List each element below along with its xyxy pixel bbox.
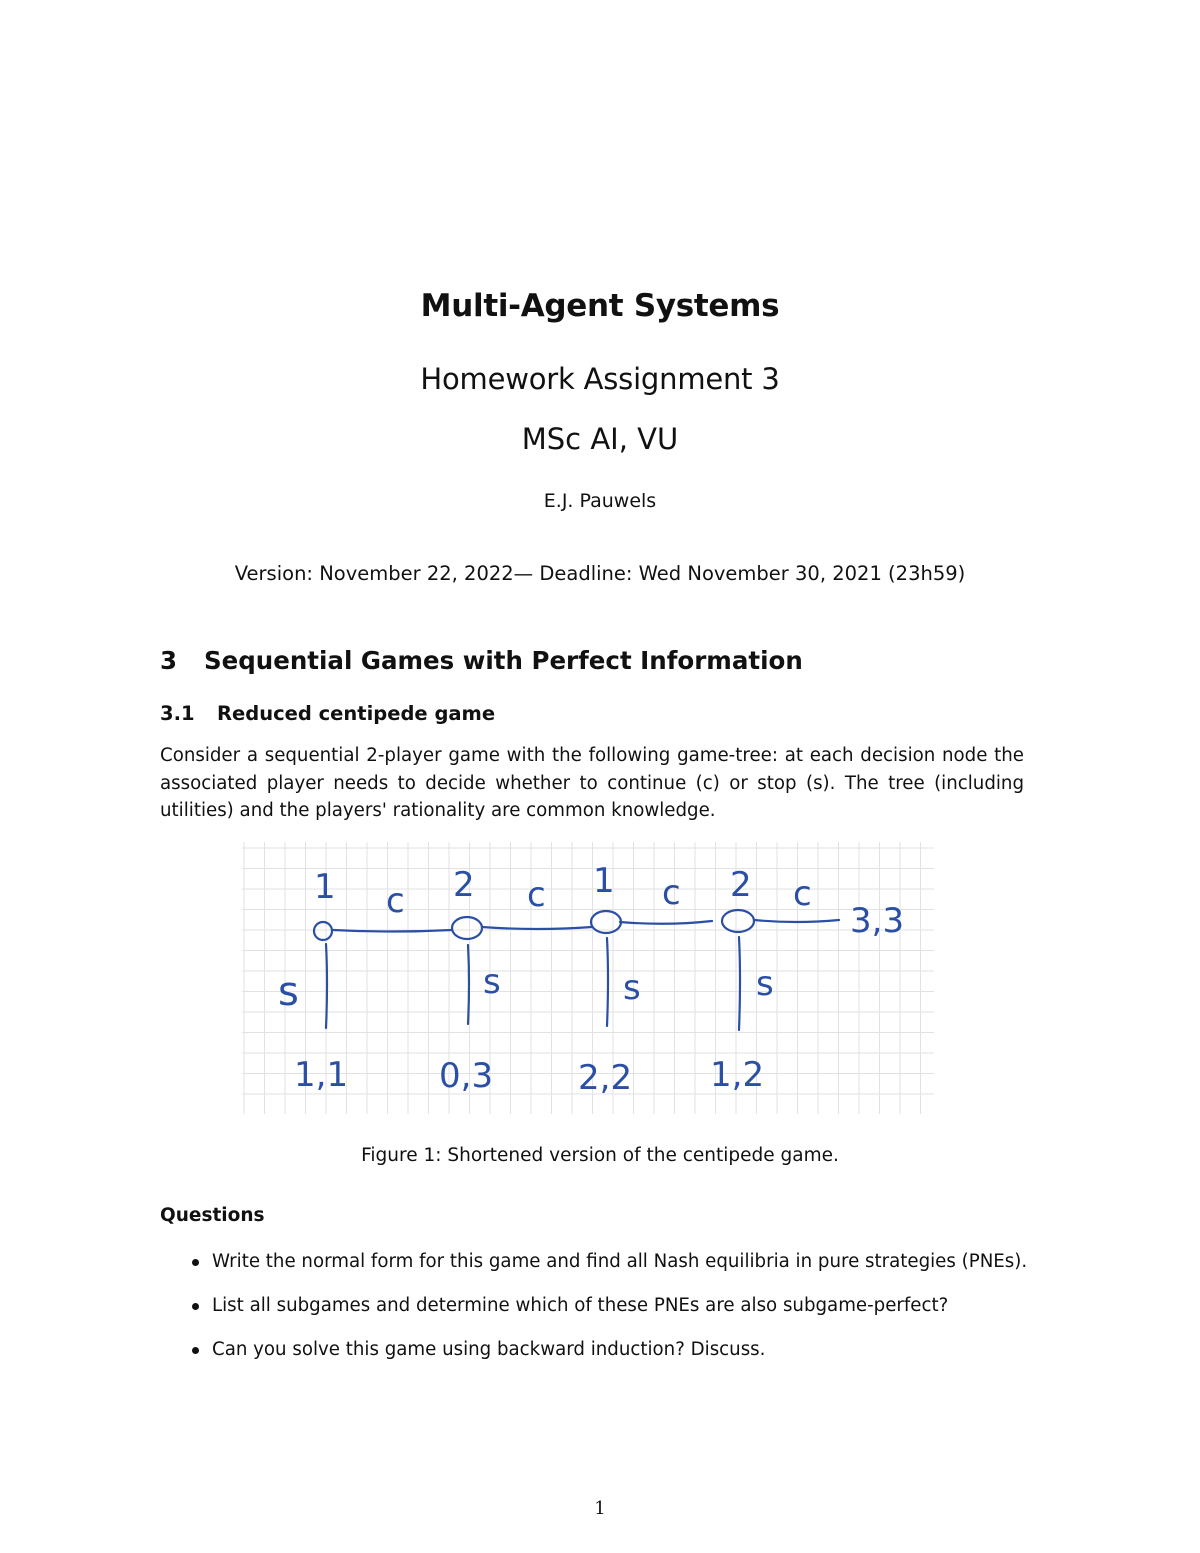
centipede-game-figure <box>242 842 934 1114</box>
stop-label: s <box>756 964 774 1004</box>
question-text: List all subgames and determine which of these PNEs are also subgame-perfect? <box>212 1295 949 1316</box>
stop-edge <box>739 937 740 1030</box>
bullet-icon <box>192 1347 199 1354</box>
version-line: Version: November 22, 2022— Deadline: Wed November 30, 2021 (23h59) <box>234 562 966 585</box>
continue-label: c <box>386 881 405 921</box>
document-subtitle: Homework Assignment 3 <box>420 362 780 396</box>
figure-labels <box>278 861 904 1098</box>
payoff-label: 1,2 <box>710 1055 765 1095</box>
stop-edge <box>607 938 608 1026</box>
document-title: Multi-Agent Systems <box>420 288 780 324</box>
caption-label: Figure 1: <box>361 1145 442 1166</box>
subsection-heading <box>160 702 495 725</box>
continue-label: c <box>793 874 812 914</box>
decision-node <box>722 910 754 932</box>
player-label: 1 <box>593 861 615 901</box>
caption-text: Shortened version of the centipede game. <box>447 1145 839 1166</box>
final-payoff-label: 3,3 <box>850 901 905 941</box>
questions-list <box>160 1249 1060 1381</box>
program-line: MSc AI, VU <box>521 422 679 456</box>
player-label: 2 <box>730 865 752 905</box>
payoff-label: 0,3 <box>439 1056 494 1096</box>
stop-label: s <box>623 968 641 1008</box>
decision-node <box>452 917 482 939</box>
decision-node <box>314 922 332 940</box>
continue-label: c <box>527 875 546 915</box>
continue-label: c <box>662 873 681 913</box>
author: E.J. Pauwels <box>543 490 657 512</box>
stop-label: s <box>483 962 501 1002</box>
bullet-icon <box>192 1259 199 1266</box>
section-number: 3 <box>160 646 178 675</box>
stop-edge <box>326 944 327 1028</box>
bullet-icon <box>192 1303 199 1310</box>
question-item <box>160 1337 1060 1381</box>
player-label: 2 <box>453 865 475 905</box>
question-text: Can you solve this game using backward induction? Discuss. <box>212 1339 766 1360</box>
stop-label: s <box>278 969 299 1015</box>
continue-edge <box>482 927 592 929</box>
section-heading <box>160 646 803 675</box>
section-title: Sequential Games with Perfect Information <box>204 646 803 675</box>
subsection-title: Reduced centipede game <box>217 702 496 725</box>
player-label: 1 <box>314 867 336 907</box>
question-item <box>160 1293 1060 1337</box>
continue-edge <box>754 920 839 922</box>
questions-heading: Questions <box>160 1205 265 1226</box>
payoff-label: 1,1 <box>294 1055 349 1095</box>
stop-edge <box>468 945 469 1024</box>
figure-caption <box>0 1145 1200 1166</box>
body-paragraph: Consider a sequential 2-player game with the following game-tree: at each decision node the associated player needs to decide whether to continue (c) or stop (s). The tree (including utilities) and the players' rationality are common knowledge. <box>160 745 1024 821</box>
question-item <box>160 1249 1060 1293</box>
question-text: Write the normal form for this game and find all Nash equilibria in pure strategies (PNEs). <box>212 1251 1028 1272</box>
payoff-label: 2,2 <box>578 1058 633 1098</box>
subsection-number: 3.1 <box>160 702 195 725</box>
page-number: 1 <box>594 1498 606 1519</box>
